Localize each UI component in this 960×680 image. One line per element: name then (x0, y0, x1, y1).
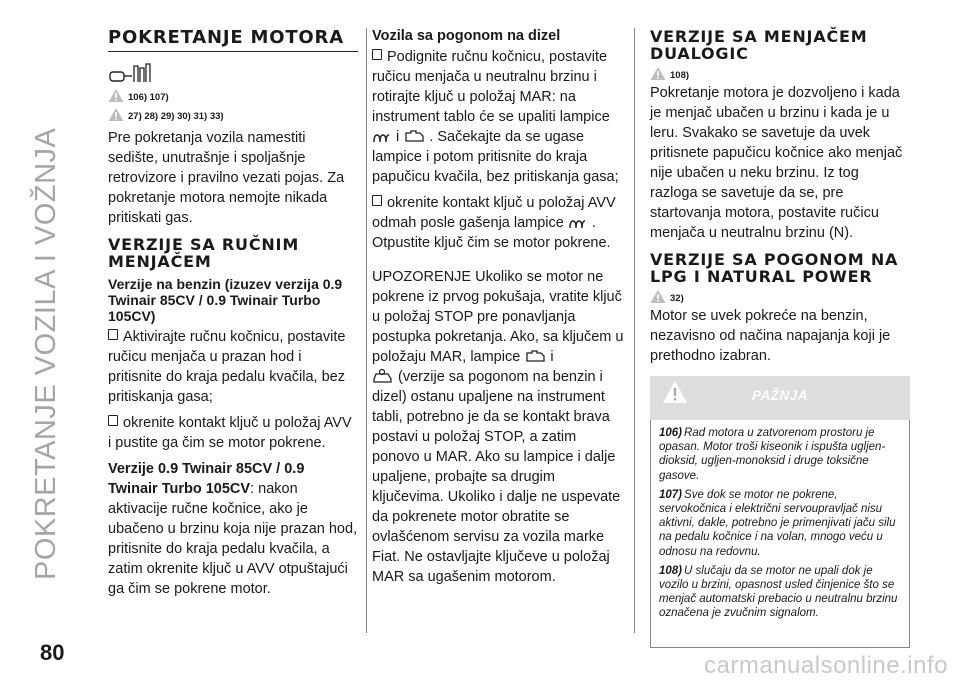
column-1 (108, 28, 358, 605)
warning-triangle-icon (108, 107, 124, 122)
column-3 (650, 28, 910, 648)
warning-reference (108, 107, 358, 122)
warning-triangle-icon (108, 88, 124, 103)
warning-triangle-icon (650, 289, 666, 304)
warning-reference (108, 88, 358, 103)
reference-numbers: 27) 28) 29) 30) 31) 33) (128, 111, 224, 122)
engine-warning-icon (524, 348, 546, 364)
warning-notes (650, 420, 910, 648)
column-2 (372, 28, 624, 593)
warning-note: 106) Rad motora u zatvorenom prostoru je opasan. Motor troši kiseonik i ispušta ugljen-dioksid, ugljen-monoksid i druge toksične gasove. (659, 427, 886, 482)
warning-triangle-icon (650, 66, 666, 81)
paragraph: Motor se uvek pokreće na benzin, nezavisno od načina napajanja koji je prethodno izabran. (650, 308, 891, 364)
column-divider (366, 28, 367, 633)
section-heading: VERZIJE SA MENJAČEM DUALOGIC (650, 27, 868, 63)
reference-numbers: 106) 107) (128, 92, 169, 103)
sidebar (26, 20, 66, 580)
step-item: okrenite kontakt ključ u položaj AVV i pustite ga čim se motor pokrene. (108, 415, 352, 451)
subheading: Vozila sa pogonom na dizel (372, 28, 561, 44)
warning-reference (650, 66, 910, 81)
section-title-vertical: POKRETANJE VOZILA I VOŽNJA (30, 127, 62, 580)
warning-note: 108) U slučaju da se motor ne upali dok je vozilo u brzini, opasnost usled činjenice što se menjač automatski prebacio u neutralnu brzinu označena je zvučnim signalom. (659, 564, 898, 620)
subheading: Verzije na benzin (izuzev verzija 0.9 Twinair 85CV / 0.9 Twinair Turbo 105CV) (108, 276, 343, 324)
reference-numbers: 32) (670, 293, 684, 304)
section-heading: VERZIJE SA RUČNIM MENJAČEM (108, 235, 300, 271)
checkbox-bullet-icon (108, 329, 118, 340)
engine-warning-icon (403, 128, 425, 144)
glow-plug-icon (568, 218, 588, 230)
paragraph: Pokretanje motora je dozvoljeno i kada je menjač ubačen u brzinu i kada je u leru. Svakako se savetuje da uvek pritisnete papučicu kočnice ako menjač nije ubačen u neku brzinu. Iz tog razloga se savetuje da se, pre startovanja motora, postavite ručicu menjača u neutralnu brzinu (N). (650, 85, 903, 241)
warning-paragraph: UPOZORENJE Ukoliko se motor ne pokrene iz prvog pokušaja, vratite ključ u položaj STOP pre ponavljanja postupka pokretanja. Ako, sa ključem u položaju MAR, lampice i (verzije sa pogonom na benzin i dizel) ostanu upaljene na instrument tabli, potrebno je da se kontakt brava postavi u položaj STOP, a zatim ponovo u MAR. Ako su lampice i dalje upaljene, probajte sa drugim ključevima. Ukoliko i dalje ne uspevate da pokrenete motor obratite se ovlašćenom servisu za vozila marke Fiat. Ne ostavljajte ključeve u položaj MAR sa ugašenim motorom. (372, 269, 624, 585)
key-icon (108, 62, 358, 84)
glow-plug-icon (372, 132, 392, 144)
checkbox-bullet-icon (372, 49, 382, 60)
intro-paragraph: Pre pokretanja vozila namestiti sedište, unutrašnje i spoljašnje retrovizore i pravilno vezati pojas. Za pokretanje motora nemojte nikada pritiskati gas. (108, 130, 345, 226)
step-item: okrenite kontakt ključ u položaj AVV odmah posle gašenja lampice . Otpustite ključ čim se motor pokrene. (372, 195, 616, 251)
warning-box-header (650, 376, 910, 420)
column-divider (634, 28, 635, 633)
warning-note: 107) Sve dok se motor ne pokrene, servokočnica i električni servoupravljač nisu aktivni, dakle, potrebno je primenjivati jaču silu na pedalu kočnice i na volan, mnogo veću u odnosu na redovnu. (659, 488, 896, 558)
warning-reference (650, 289, 910, 304)
checkbox-bullet-icon (372, 195, 382, 206)
section-heading: POKRETANJE MOTORA (108, 28, 358, 52)
reference-numbers: 108) (670, 70, 690, 81)
watermark: carmanualsonline.info (704, 652, 948, 679)
paragraph: Verzije 0.9 Twinair 85CV / 0.9 Twinair Turbo 105CV: nakon aktivacije ručne kočnice, ako je ubačeno u brzinu koja nije prazan hod, pritisnite do kraja pedalu kvačila, a zatim okrenite ključ u AVV otpuštajući ga čim se pokrene motor. (108, 461, 358, 597)
page-number: 80 (40, 640, 65, 665)
warning-title: PAŽNJA (751, 388, 808, 403)
section-heading: VERZIJE SA POGONOM NA LPG I NATURAL POWER (650, 250, 899, 286)
step-item: Podignite ručnu kočnicu, postavite ručicu menjača u neutralnu brzinu i rotirajte ključ u položaj MAR: na instrument tablo će se upaliti lampice i . Sačekajte da se ugase lampice i potom pritisnite do kraja papučicu kvačila, bez pritiskanja gasa; (372, 49, 619, 185)
checkbox-bullet-icon (108, 415, 118, 426)
immobilizer-car-key-icon (372, 368, 394, 384)
step-item: Aktivirajte ručnu kočnicu, postavite ručicu menjača u prazan hod i pritisnite do kraja pedalu kvačila, bez pritiskanja gasa; (108, 329, 346, 405)
